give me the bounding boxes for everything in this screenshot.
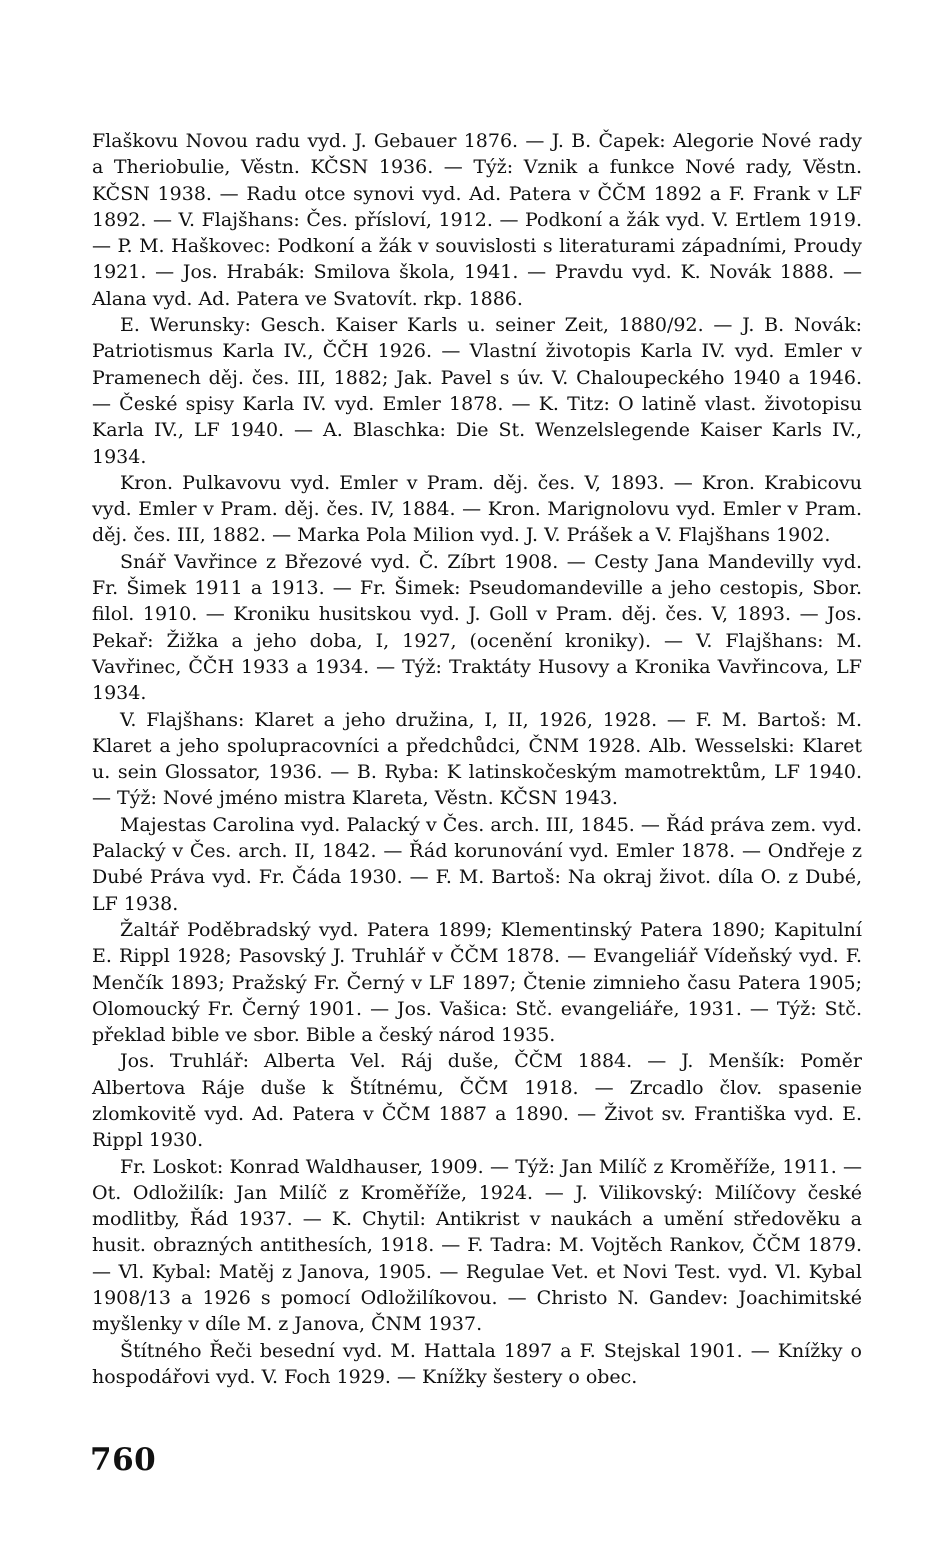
- paragraph-5: V. Flajšhans: Klaret a jeho družina, I, II, 1926, 1928. — F. M. Bartoš: M. Klaret a jeho spolupracovníci a předchůdci, ČNM 1928. Alb. Wesselski: Klaret u. sein Glossator, 1936. — B. Ryba: K latinskočeským mamotrektům, LF 1940. — Týž: Nové jméno mistra Klareta, Věstn. KČSN 1943.: [92, 708, 862, 810]
- paragraph-9: Fr. Loskot: Konrad Waldhauser, 1909. — Týž: Jan Milíč z Kroměříže, 1911. — Ot. Odložilík: Jan Milíč z Kroměříže, 1924. — J. Vilikovský: Milíčovy české modlitby, Řád 1937. — K. Chytil: Antikrist v naukách a umění středověku a husit. obrazných antithesích, 1918. — F. Tadra: M. Vojtěch Rankov, ČČM 1879. — Vl. Kybal: Matěj z Janova, 1905. — Regulae Vet. et Novi Test. vyd. Vl. Kybal 1908/13 a 1926 s pomocí Odložilíkovou. — Christo N. Gandev: Joachimitské myšlenky v díle M. z Janova, ČNM 1937.: [92, 1155, 862, 1336]
- paragraph-4: Snář Vavřince z Březové vyd. Č. Zíbrt 1908. — Cesty Jana Mandevilly vyd. Fr. Šimek 1911 a 1913. — Fr. Šimek: Pseudomandeville a jeho cestopis, Sbor. filol. 1910. — Kroniku husitskou vyd. J. Goll v Pram. děj. čes. V, 1893. — Jos. Pekař: Žižka a jeho doba, I, 1927, (ocenění kroniky). — V. Flajšhans: M. Vavřinec, ČČH 1933 a 1934. — Týž: Traktáty Husovy a Kronika Vavřincova, LF 1934.: [92, 550, 862, 705]
- paragraph-3: Kron. Pulkavovu vyd. Emler v Pram. děj. čes. V, 1893. — Kron. Krabicovu vyd. Emler v Pram. děj. čes. IV, 1884. — Kron. Marignolovu vyd. Emler v Pram. děj. čes. III, 1882. — Marka Pola Milion vyd. J. V. Prášek a V. Flajšhans 1902.: [92, 471, 862, 547]
- paragraph-7: Žaltář Poděbradský vyd. Patera 1899; Klementinský Patera 1890; Kapitulní E. Rippl 1928; Pasovský J. Truhlář v ČČM 1878. — Evangeliář Vídeňský vyd. F. Menčík 1893; Pražský Fr. Černý v LF 1897; Čtenie zimnieho času Patera 1905; Olomoucký Fr. Černý 1901. — Jos. Vašica: Stč. evangeliáře, 1931. — Týž: Stč. překlad bible ve sbor. Bible a český národ 1935.: [92, 918, 862, 1047]
- paragraph-10: Štítného Řeči besední vyd. M. Hattala 1897 a F. Stejskal 1901. — Knížky o hospodářovi vyd. V. Foch 1929. — Knížky šestery o obec.: [92, 1339, 862, 1388]
- paragraph-2: E. Werunsky: Gesch. Kaiser Karls u. seiner Zeit, 1880/92. — J. B. Novák: Patriotismus Karla IV., ČČH 1926. — Vlastní životopis Karla IV. vyd. Emler v Pramenech děj. čes. III, 1882; Jak. Pavel s úv. V. Chaloupeckého 1940 a 1946. — České spisy Karla IV. vyd. Emler 1878. — K. Titz: O latině vlast. životopisu Karla IV., LF 1940. — A. Blaschka: Die St. Wenzelslegende Kaiser Karls IV., 1934.: [92, 314, 862, 468]
- paragraph-1: Flaškovu Novou radu vyd. J. Gebauer 1876. — J. B. Čapek: Alegorie Nové rady a Theriobulie, Věstn. KČSN 1936. — Týž: Vznik a funkce Nové rady, Věstn. KČSN 1938. — Radu otce synovi vyd. Ad. Patera v ČČM 1892 a F. Frank v LF 1892. — V. Flajšhans: Čes. přísloví, 1912. — Podkoní a žák vyd. V. Ertlem 1919. — P. M. Haškovec: Podkoní a žák v souvislosti s literaturami západními, Proudy 1921. — Jos. Hrabák: Smilova škola, 1941. — Pravdu vyd. K. Novák 1888. — Alana vyd. Ad. Patera ve Svatovít. rkp. 1886.: [92, 130, 862, 310]
- paragraph-6: Majestas Carolina vyd. Palacký v Čes. arch. III, 1845. — Řád práva zem. vyd. Palacký v Čes. arch. II, 1842. — Řád korunování vyd. Emler 1878. — Ondřeje z Dubé Práva vyd. Fr. Čáda 1930. — F. M. Bartoš: Na okraj život. díla O. z Dubé, LF 1938.: [92, 813, 862, 915]
- paragraph-8: Jos. Truhlář: Alberta Vel. Ráj duše, ČČM 1884. — J. Menšík: Poměr Albertova Ráje duše k Štítnému, ČČM 1918. — Zrcadlo člov. spasenie zlomkovitě vyd. Ad. Patera v ČČM 1887 a 1890. — Život sv. Františka vyd. E. Rippl 1930.: [92, 1050, 862, 1152]
- page-number: 760: [90, 1442, 157, 1478]
- text-column: [92, 128, 862, 1390]
